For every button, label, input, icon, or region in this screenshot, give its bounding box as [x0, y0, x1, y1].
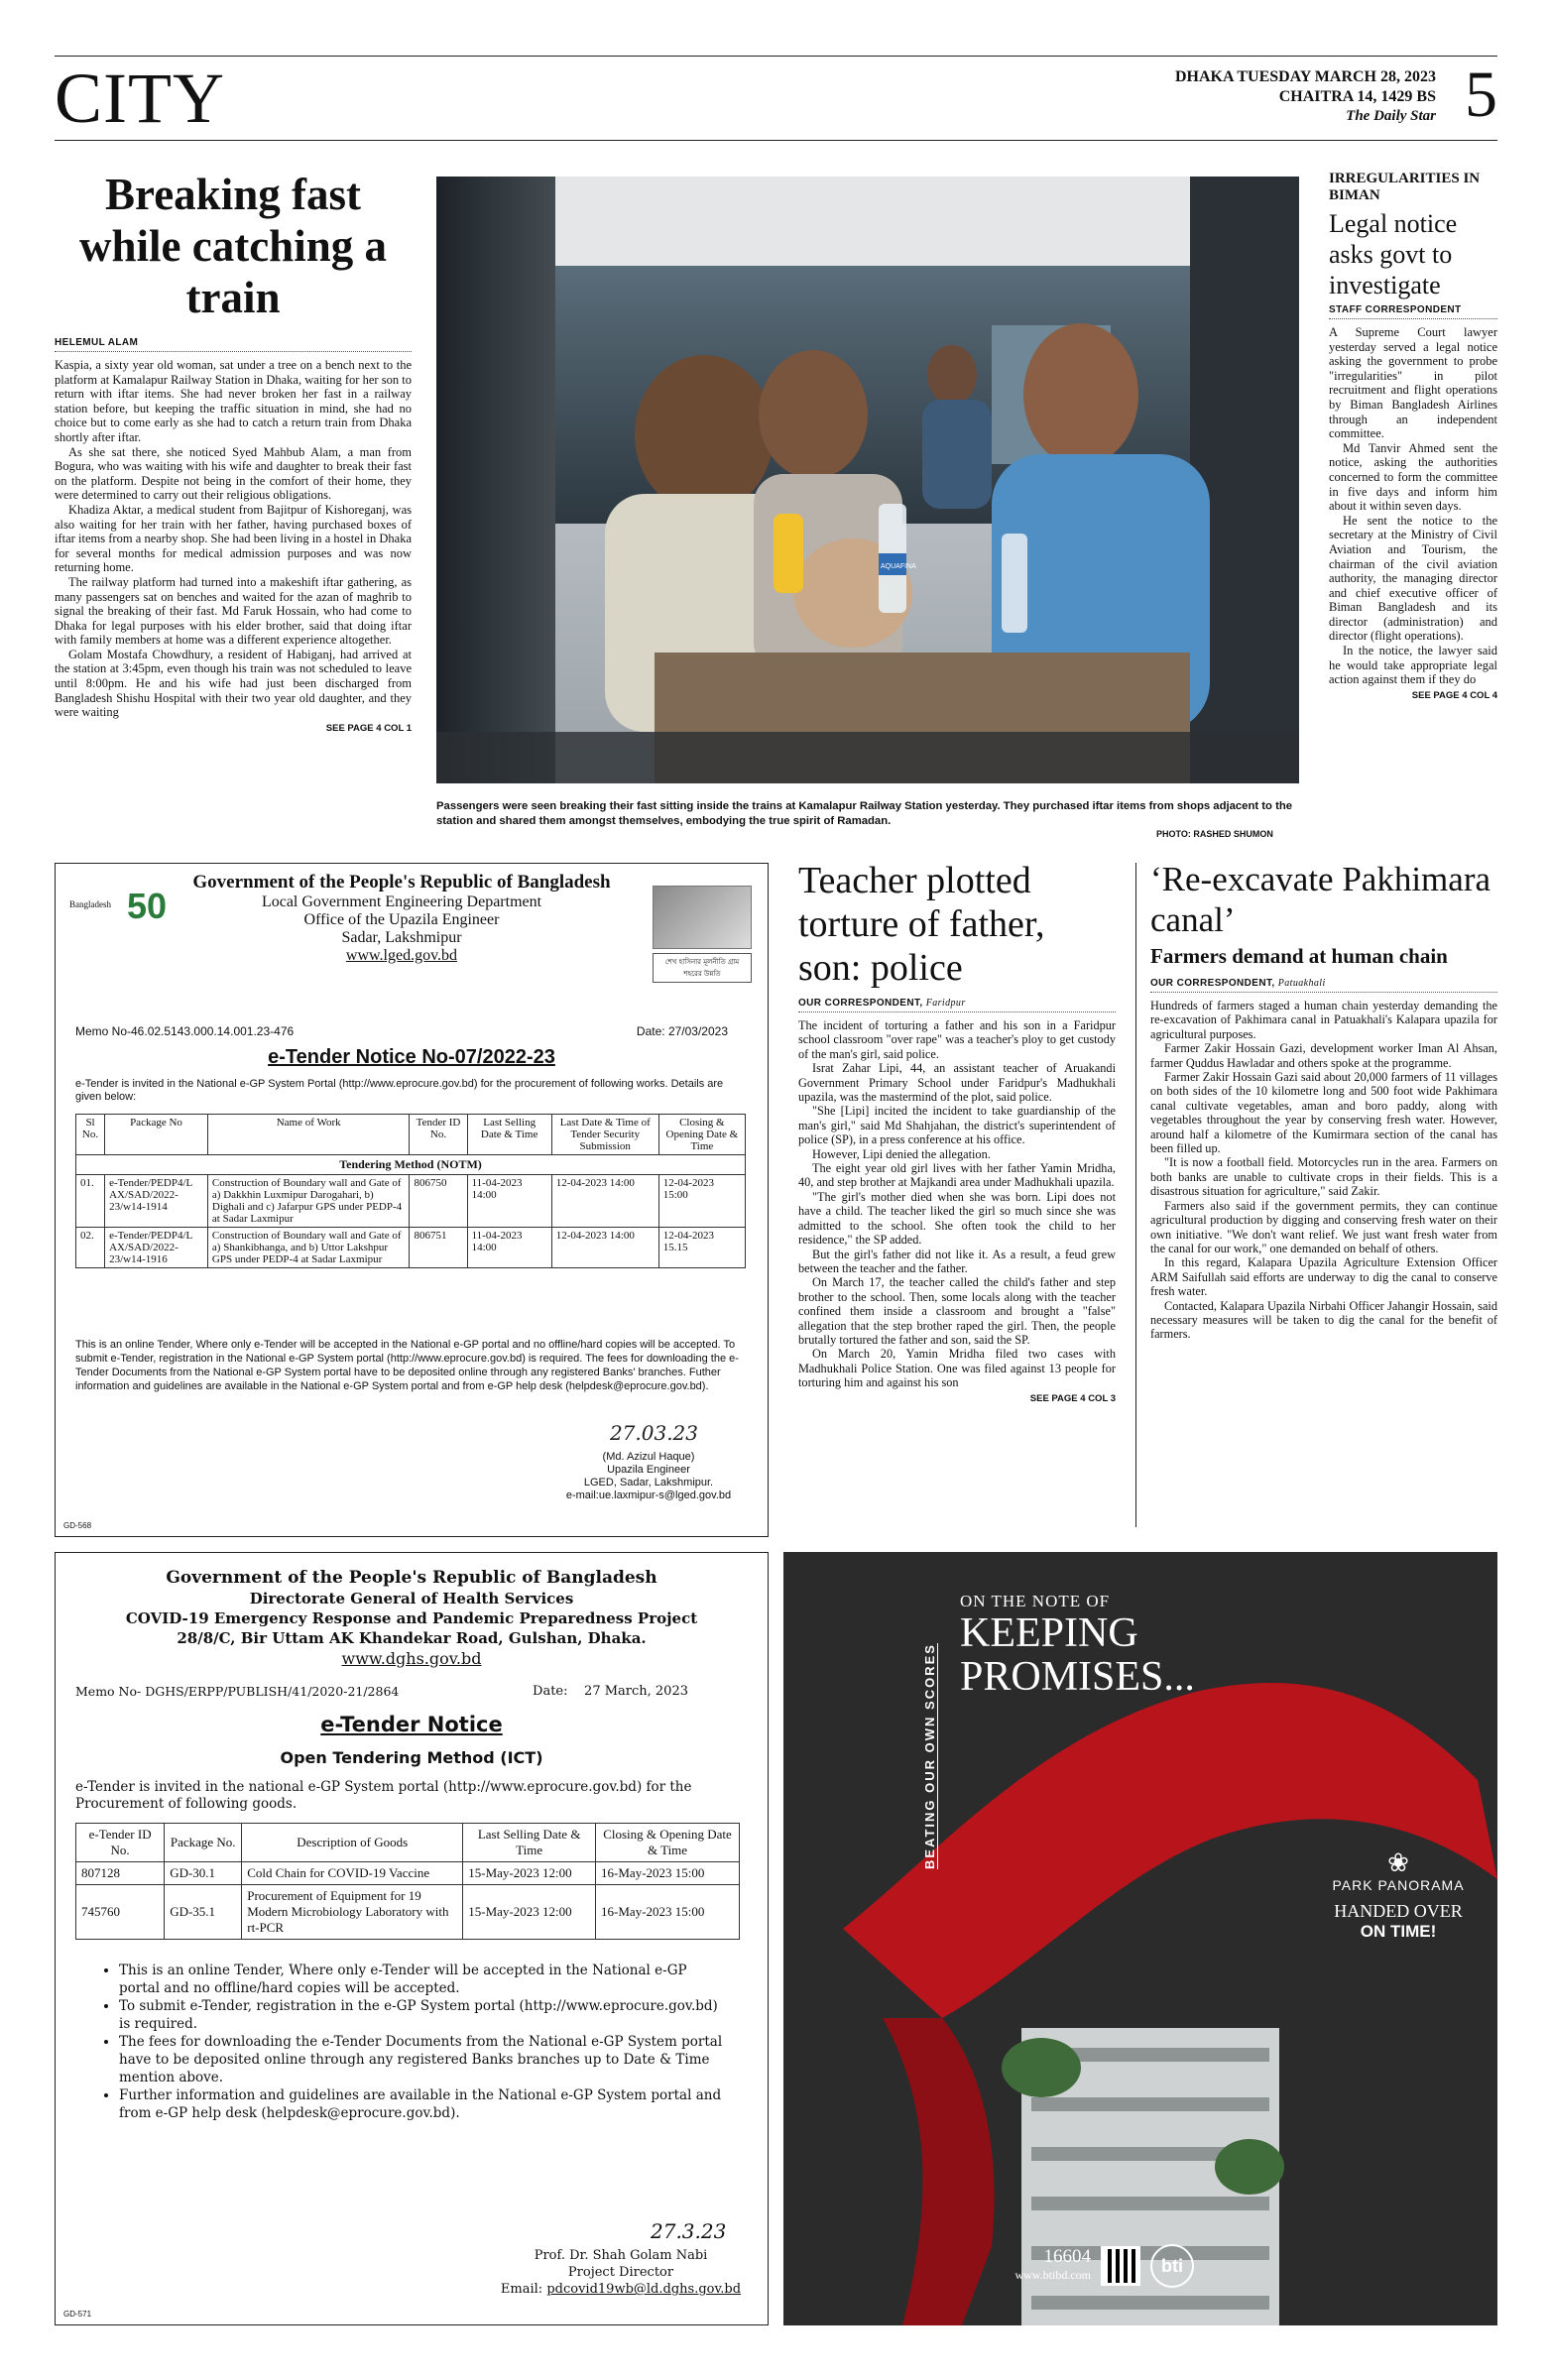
signer-office: LGED, Sadar, Lakshmipur.	[583, 1477, 714, 1488]
headline-block	[960, 1592, 1195, 1699]
cell: 16-May-2023 15:00	[596, 1885, 740, 1940]
cell: Cold Chain for COVID-19 Vaccine	[242, 1862, 463, 1885]
col-header: Name of Work	[207, 1115, 410, 1155]
mujib-portrait	[653, 886, 752, 949]
see-page-link[interactable]: SEE PAGE 4 COL 3	[1029, 1392, 1116, 1404]
dateline: Patuakhali	[1277, 978, 1326, 989]
col-header: Description of Goods	[242, 1824, 463, 1862]
biman-story	[1329, 171, 1497, 701]
ad2-intro: e-Tender is invited in the national e-GP System portal (http://www.eprocure.gov.bd) for the Procurement of following goods.	[75, 1779, 692, 1812]
teacher-paragraph: On March 17, the teacher called the child's father and step brother to the school. Then, some locals along with the teacher confined them inside a classroom and brought a "false" allegation that the step brother raped the girl. Then, the people brutally tortured the father and son, said the SP.	[798, 1275, 1116, 1347]
ad2-project: COVID-19 Emergency Response and Pandemic Preparedness Project	[125, 1609, 698, 1627]
col-header: Closing & Opening Date & Time	[658, 1115, 745, 1155]
canal-headline: ‘Re-excavate Pakhimara canal’	[1150, 860, 1491, 939]
bti-logo: bti	[1150, 2244, 1194, 2288]
lead-paragraph: As she sat there, she noticed Syed Mahbub Alam, a man from Bogura, who was waiting with his wife and daughter to break their fast on the platform. Despite not being in the comfort of their home, they were determined to carry out their religious obligations.	[55, 444, 412, 503]
teacher-paragraph: However, Lipi denied the allegation.	[812, 1146, 991, 1161]
ad1-dept: Local Government Engineering Department	[261, 893, 542, 910]
table-row	[76, 1862, 740, 1885]
date-label: Date:	[533, 1684, 568, 1699]
brand-name: PARK PANORAMA	[1332, 1877, 1465, 1893]
see-page-link[interactable]: SEE PAGE 4 COL 4	[1411, 689, 1497, 701]
ad1-signer-block	[559, 1451, 738, 1502]
cell: Construction of Boundary wall and Gate of a) Shankibhanga, and b) Uttor Lakshpur GPS under PEDP-4 at Sadar Laxmipur	[207, 1228, 410, 1268]
canal-paragraph: Farmers also said if the government permits, they can continue agricultural production by digging and conserving fresh water on their own initiative. "We don't want relief. We just want fresh water from the canal for our work," one demanded on behalf of others.	[1150, 1198, 1497, 1255]
signer-email[interactable]: e-mail:ue.laxmipur-s@lged.gov.bd	[565, 1489, 732, 1501]
biman-paragraph: A Supreme Court lawyer yesterday served a legal notice asking the government to probe "irregularities" in pilot recruitment and flight operations by Biman Bangladesh Airlines through an independent committee.	[1329, 325, 1497, 441]
bullet-item: • Further information and guidelines are available in the National e-GP System portal and from e-GP help desk (helpdesk@eprocure.gov.bd).	[119, 2086, 728, 2122]
ad2-title: e-Tender Notice	[320, 1713, 503, 1736]
ad2-address: 28/8/C, Bir Uttam AK Khandekar Road, Gulshan, Dhaka.	[177, 1629, 647, 1647]
cell: Procurement of Equipment for 19 Modern Microbiology Laboratory with rt-PCR	[242, 1885, 463, 1940]
cell: 12-04-2023 14:00	[551, 1228, 658, 1268]
col-header: Package No.	[165, 1824, 242, 1862]
teacher-paragraph: The eight year old girl lives with her father Yamin Mridha, 40, and step brother at Majkandi area under Madhukhali upazila.	[798, 1161, 1116, 1190]
cell: 745760	[76, 1885, 165, 1940]
table-row	[76, 1175, 746, 1228]
biman-paragraph: Md Tanvir Ahmed sent the notice, asking the authorities concerned to form the committee in five days and inform him about it within seven days.	[1329, 440, 1497, 514]
column-divider	[1135, 863, 1136, 1527]
dghs-tender-ad	[55, 1552, 769, 2325]
canal-subhead: Farmers demand at human chain	[1150, 944, 1448, 968]
teacher-body	[798, 1018, 1116, 1390]
signer-name: (Md. Azizul Haque)	[602, 1451, 695, 1463]
cell: e-Tender/PEDP4/L AX/SAD/2022-23/w14-1916	[105, 1228, 208, 1268]
cell: GD-35.1	[165, 1885, 242, 1940]
cell: 12-04-2023 15:00	[658, 1175, 745, 1228]
cell: Construction of Boundary wall and Gate of a) Dakkhin Luxmipur Darogahari, b) Dighali and c) Jafarpur GPS under PEDP-4 at Sadar Laxmipur	[207, 1175, 410, 1228]
method-row	[76, 1155, 746, 1175]
ad1-gov: Government of the People's Republic of Bangladesh	[192, 872, 611, 892]
teacher-paragraph: On March 20, Yamin Mridha filed two cases with Madhukhali Police Station. One was filed against 13 people for torturing him and against his son	[798, 1347, 1116, 1390]
ad2-memo: Memo No- DGHS/ERPP/PUBLISH/41/2020-21/2864	[75, 1684, 400, 1699]
date-value: 27 March, 2023	[584, 1684, 688, 1699]
teacher-paragraph: The incident of torturing a father and his son in a Faridpur school classroom "over rape" was a teacher's ploy to get custody of the man's girl, said police.	[798, 1018, 1116, 1061]
cell: 806751	[410, 1228, 467, 1268]
col-header: Tender ID No.	[410, 1115, 467, 1155]
cell: 806750	[410, 1175, 467, 1228]
lead-paragraph: Golam Mostafa Chowdhury, a resident of Habiganj, had arrived at the station at 3:45pm, even though his train was not scheduled to leave until 8:00pm. He and his wife had just been discharged from Bangladesh Shishu Hospital with their two year old daughter, and they were waiting	[55, 647, 412, 720]
cell: 15-May-2023 12:00	[463, 1885, 596, 1940]
canal-paragraph: Farmer Zakir Hossain Gazi, development worker Iman Al Ahsan, farmer Quddus Hawladar and others spoke at the programme.	[1150, 1041, 1497, 1070]
ad2-method: Open Tendering Method (ICT)	[280, 1748, 543, 1767]
canal-paragraph: In this regard, Kalapara Upazila Agriculture Extension Officer ARM Saifullah said efforts are underway to dig the canal to conserve fresh water.	[1150, 1255, 1497, 1299]
cell: e-Tender/PEDP4/L AX/SAD/2022-23/w14-1914	[105, 1175, 208, 1228]
contact-block	[1012, 2246, 1091, 2283]
biman-paragraph: In the notice, the lawyer said he would take appropriate legal action against them if they do	[1329, 644, 1497, 687]
golden-jubilee-logo	[69, 882, 198, 933]
masthead	[55, 56, 1497, 141]
lead-photo	[436, 177, 1299, 783]
handed-over: HANDED OVER	[1334, 1901, 1463, 1921]
col-header: Last Selling Date & Time	[467, 1115, 551, 1155]
signer-name: Prof. Dr. Shah Golam Nabi	[534, 2248, 708, 2263]
teacher-paragraph: "The girl's mother died when she was born. Lipi does not have a child. The teacher liked the girl so much since she was admitted to the school. She often took the child to her residence," the SP added.	[798, 1189, 1116, 1248]
dateline: Faridpur	[925, 998, 966, 1009]
ad1-memo: Memo No-46.02.5143.000.14.001.23-476	[75, 1024, 295, 1038]
photo-credit: PHOTO: RASHED SHUMON	[1156, 829, 1273, 839]
biman-body	[1329, 325, 1497, 687]
teacher-paragraph: But the girl's father did not like it. As a result, a feud grew between the teacher and the father.	[798, 1247, 1116, 1275]
cell: 12-04-2023 14:00	[551, 1175, 658, 1228]
ad1-place: Sadar, Lakshmipur	[341, 929, 462, 946]
canal-story	[1150, 859, 1497, 1342]
ad1-date: Date: 27/03/2023	[636, 1024, 728, 1038]
ad1-footer: This is an online Tender, Where only e-Tender will be accepted in the National e-GP portal and no offline/hard copies will be accepted. To submit e-Tender, registration in the National e-GP System portal (http://www.eprocure.gov.bd) is required. The fees for downloading the e-Tender Documents from the National e-GP System portal have to be deposited online through any registered Banks' branches. Futher information and guidelines are available in the National e-GP System portal and from e-GP help desk (helpdesk@eprocure.gov.bd).	[75, 1339, 739, 1392]
promise-line-2: KEEPING	[960, 1610, 1138, 1656]
signer-email-line	[492, 2281, 750, 2298]
biman-paragraph: He sent the notice to the secretary at the Ministry of Civil Aviation and Tourism, the chairman of the civil aviation authority, the managing director and chief executive officer of Biman Bangladesh and its director (administration) and director (flight operations).	[1329, 513, 1497, 644]
lead-byline: HELEMUL ALAM	[55, 337, 412, 352]
col-header: Last Date & Time of Tender Security Submission	[551, 1115, 658, 1155]
signer-title: Upazila Engineer	[607, 1464, 690, 1476]
hotline-number: 16604	[1043, 2246, 1091, 2267]
bullet-item: • This is an online Tender, Where only e-Tender will be accepted in the National e-GP portal and no offline/hard copies will be accepted.	[119, 1962, 728, 1997]
ad2-signer-block	[492, 2247, 750, 2298]
cell: 12-04-2023 15.15	[658, 1228, 745, 1268]
logo-text: Bangladesh	[69, 899, 111, 909]
biman-headline: Legal notice asks govt to investigate	[1329, 209, 1458, 299]
promise-line-1: ON THE NOTE OF	[960, 1592, 1111, 1610]
biman-byline: STAFF CORRESPONDENT	[1329, 304, 1497, 319]
signer-title: Project Director	[567, 2265, 674, 2280]
lged-tender-ad	[55, 863, 769, 1537]
cell: 01.	[76, 1175, 105, 1228]
canal-paragraph: Hundreds of farmers staged a human chain yesterday demanding the re-excavation of Pakhimara canal in Patuakhali's Kalapara upazila for agricultural purposes.	[1150, 999, 1497, 1041]
table-header-row	[76, 1115, 746, 1155]
email-label: Email:	[500, 2282, 543, 2297]
lead-paragraph: Kaspia, a sixty year old woman, sat under a tree on a bench next to the platform at Kamalapur Railway Station in Dhaka, waiting for her son to return with iftar items. She had never broken her fast in a railway station before, but keeping the traffic situation in mind, she had no choice but to come early as she had to catch a return train from Dhaka shortly after iftar.	[55, 358, 412, 444]
byline-text: OUR CORRESPONDENT,	[1150, 978, 1275, 989]
photo-caption	[436, 799, 1299, 829]
ad1-title: e-Tender Notice No-07/2022-23	[268, 1046, 555, 1068]
table-header-row	[76, 1824, 740, 1862]
palm-icon: ❀	[1387, 1848, 1409, 1877]
teacher-story	[798, 859, 1116, 1404]
bullet-item: • The fees for downloading the e-Tender Documents from the National e-GP System portal have to be deposited online through any registered Banks branches up to Date & Time mention above.	[119, 2033, 728, 2086]
date-line: DHAKA TUESDAY MARCH 28, 2023	[1175, 68, 1436, 85]
ad2-website[interactable]: www.dghs.gov.bd	[341, 1649, 482, 1668]
canal-body	[1150, 999, 1497, 1342]
table-row	[76, 1885, 740, 1940]
teacher-byline	[798, 998, 1116, 1012]
ad2-gov: Government of the People's Republic of Bangladesh	[166, 1568, 657, 1588]
col-header: Sl No.	[76, 1115, 105, 1155]
lead-paragraph: Khadiza Aktar, a medical student from Bajitpur of Kishoreganj, was also waiting for her train with her father, having purchased boxes of iftar items from a nearby shop. She had been living in a hostel in Dhaka for several months for medical admission purposes and was now returning home.	[55, 502, 412, 575]
table-row	[76, 1228, 746, 1268]
ad1-office: Office of the Upazila Engineer	[303, 911, 500, 928]
on-time: ON TIME!	[1360, 1922, 1437, 1941]
ad1-intro: e-Tender is invited in the National e-GP System Portal (http://www.eprocure.gov.bd) for the procurement of following works. Details are given below:	[75, 1078, 724, 1103]
col-header: e-Tender ID No.	[76, 1824, 165, 1862]
bti-website[interactable]: www.btibd.com	[1014, 2268, 1091, 2282]
promise-line-3: PROMISES...	[960, 1654, 1195, 1700]
bottle-label: AQUAFINA	[881, 563, 916, 570]
lead-paragraph: The railway platform had turned into a makeshift iftar gathering, as many passengers sat on benches and waited for the azan of maghrib to signal the breaking of their fast. Md Faruk Hossain, who had come to Dhaka for legal purposes with his elder brother, said that doing iftar with family members at home was a different experience altogether.	[55, 574, 412, 648]
cell: 15-May-2023 12:00	[463, 1862, 596, 1885]
mujib-caption: শেখ হাসিনার মূলনীতি গ্রাম শহরের উন্নতি	[653, 953, 752, 983]
canal-paragraph: "It is now a football field. Motorcycles run in the area. Farmers on both banks are unable to cultivate crops in their fields. This is a disastrous situation for agriculture," said Zakir.	[1150, 1155, 1497, 1199]
cell: GD-30.1	[165, 1862, 242, 1885]
canal-byline	[1150, 978, 1497, 993]
section-title: CITY	[55, 59, 225, 138]
bullet-item: • To submit e-Tender, registration in the e-GP System portal (http://www.eprocure.gov.bd) is required.	[119, 1997, 728, 2033]
cell: 807128	[76, 1862, 165, 1885]
paper-name: The Daily Star	[1346, 108, 1436, 124]
cell: 02.	[76, 1228, 105, 1268]
ad2-bullets	[119, 1962, 728, 2122]
tendering-method: Tendering Method (NOTM)	[76, 1155, 746, 1175]
biman-kicker: IRREGULARITIES IN BIMAN	[1329, 171, 1481, 203]
ad1-code: GD-568	[63, 1521, 92, 1530]
cell: 11-04-2023 14:00	[467, 1175, 551, 1228]
canal-paragraph: Contacted, Kalapara Upazila Nirbahi Officer Jahangir Hossain, said necessary measures will be taken to dig the canal for the benefit of farmers.	[1150, 1298, 1497, 1342]
caption-text: Passengers were seen breaking their fast sitting inside the trains at Kamalapur Railway Station yesterday. They purchased iftar items from shops adjacent to the station and shared them amongst themselves, embodying the true spirit of Ramadan.	[436, 800, 1293, 827]
vertical-tagline: BEATING OUR OWN SCORES	[922, 1643, 937, 1869]
ad1-signature: 27.03.23	[609, 1421, 698, 1445]
ad2-code: GD-571	[63, 2310, 92, 2319]
col-header: Last Selling Date & Time	[463, 1824, 596, 1862]
park-panorama-block	[1319, 1849, 1478, 1942]
teacher-paragraph: "She [Lipi] incited the incident to take guardianship of the man's girl," said Md Shahjahan, the district's superintendent of police (SP), in a press conference at his office.	[798, 1104, 1116, 1147]
byline-text: OUR CORRESPONDENT,	[798, 998, 923, 1009]
ad1-website[interactable]: www.lged.gov.bd	[345, 947, 458, 964]
lead-headline: Breaking fast while catching a train	[79, 170, 387, 322]
teacher-paragraph: Israt Zahar Lipi, 44, an assistant teacher of Aruakandi Government Primary School under Faridpur's Madhukhali upazila, was the mastermind of the plot, said police.	[798, 1061, 1116, 1105]
lead-body	[55, 358, 412, 720]
col-header: Package No	[105, 1115, 208, 1155]
ad2-date-wrap	[533, 1684, 688, 1699]
train-passengers-image	[436, 177, 1299, 783]
logo-number: 50	[127, 886, 168, 926]
teacher-headline: Teacher plotted torture of father, son: police	[798, 860, 1045, 989]
bengali-date: CHAITRA 14, 1429 BS	[1278, 88, 1436, 105]
col-header: Closing & Opening Date & Time	[596, 1824, 740, 1862]
lead-story	[55, 169, 412, 734]
ad1-tender-table	[75, 1114, 746, 1268]
cell: 16-May-2023 15:00	[596, 1862, 740, 1885]
ad2-signature: 27.3.23	[651, 2219, 727, 2243]
bti-real-estate-ad	[783, 1552, 1497, 2325]
cell: 11-04-2023 14:00	[467, 1228, 551, 1268]
page-number: 5	[1465, 59, 1497, 131]
qr-code-icon[interactable]	[1101, 2246, 1140, 2286]
see-page-link[interactable]: SEE PAGE 4 COL 1	[325, 722, 412, 734]
canal-paragraph: Farmer Zakir Hossain Gazi said about 20,000 farmers of 11 villages on both sides of the 10 kilometre long and 500 foot wide Pakhimara canal cultivate vegetables, aman and boro paddy, along with vegetables throughout the year by conserving fresh water. However, around half a kilometre of the Kumirmara section of the canal has been filled up.	[1150, 1070, 1497, 1156]
ad2-tender-table	[75, 1823, 740, 1940]
ad2-dir: Directorate General of Health Services	[249, 1590, 574, 1607]
signer-email[interactable]: pdcovid19wb@ld.dghs.gov.bd	[546, 2282, 742, 2297]
